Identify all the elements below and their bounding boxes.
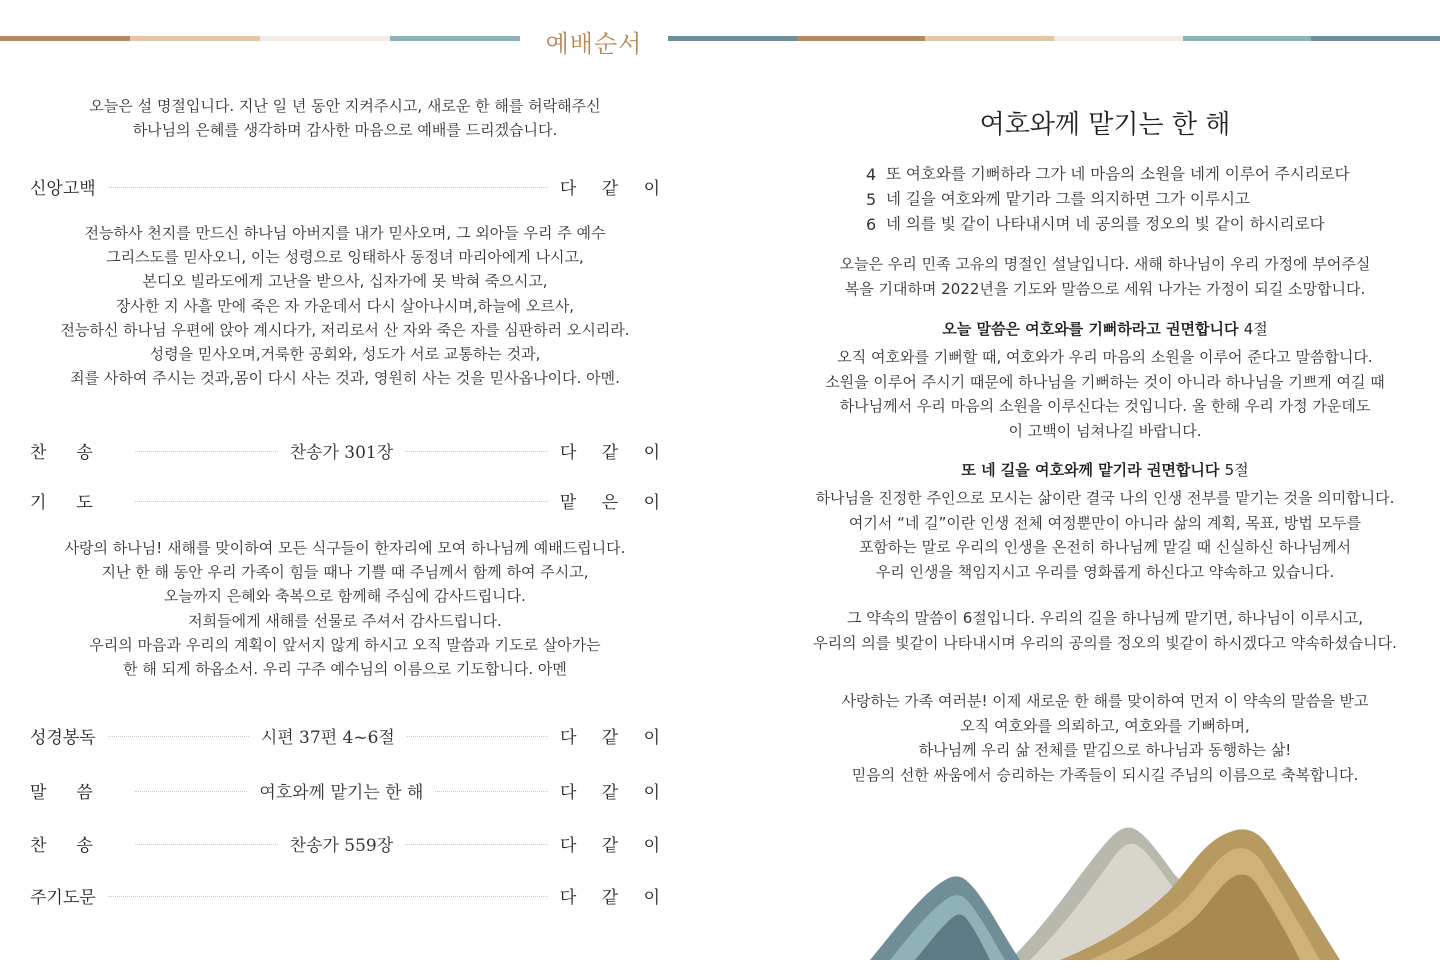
bar-segment — [390, 36, 520, 41]
order-row-prayer — [30, 487, 670, 513]
bar-segment — [1183, 36, 1312, 41]
row-detail: 시편 37편 4~6절 — [260, 727, 395, 748]
order-row-scripture — [30, 722, 671, 748]
order-row-hymn-2 — [30, 830, 671, 856]
verse-text: 네 길을 여호와께 맡기라 그를 의지하면 그가 이루시고 — [886, 190, 1250, 208]
row-label: 말씀 — [30, 782, 123, 803]
row-detail: 여호와께 맡기는 한 해 — [259, 782, 424, 803]
top-bar-left — [0, 36, 520, 41]
text-line: 그리스도를 믿사오니, 이는 성령으로 잉태하사 동정녀 마리아에게 나시고, — [106, 248, 584, 267]
row-leader: 다 같 이 — [559, 835, 671, 856]
heading-text: 오늘 말씀은 여호와를 기뻐하라고 권면합니다 — [942, 320, 1239, 338]
creed-text — [30, 221, 660, 390]
verse-text: 또 여호와를 기뻐하라 그가 네 마음의 소원을 네게 이루어 주시리로다 — [886, 165, 1350, 183]
bar-segment — [797, 36, 926, 41]
text-line: 장사한 지 사흘 만에 죽은 자 가운데서 다시 살아나시며,하늘에 오르사, — [115, 296, 575, 315]
text-line: 본디오 빌라도에게 고난을 받으사, 십자가에 못 박혀 죽으시고, — [142, 272, 548, 291]
bar-segment — [0, 36, 130, 41]
text-line: 여기서 “네 길”이란 인생 전체 여정뿐만이 아니라 삶의 계획, 목표, 방법 모두를 — [848, 513, 1362, 532]
sermon-body-1 — [790, 345, 1420, 443]
text-line: 이 고백이 넘쳐나길 바랍니다. — [1008, 421, 1202, 440]
text-line: 전능하신 하나님 우편에 앉아 계시다가, 저리로서 산 자와 죽은 자를 심판하러 오시리라. — [60, 320, 630, 339]
text-line: 전능하사 천지를 만드신 하나님 아버지를 내가 믿사오며, 그 외아들 우리 주 예수 — [84, 224, 606, 242]
verse-text: 네 의를 빛 같이 나타내시며 네 공의를 정오의 빛 같이 하시리로다 — [886, 215, 1325, 233]
row-label: 신앙고백 — [30, 178, 96, 199]
text-line: 하나님께 우리 삶 전체를 맡김으로 하나님과 동행하는 삶! — [918, 741, 1292, 759]
dotted-leader — [435, 791, 548, 792]
bar-segment — [1054, 36, 1183, 41]
order-row-hymn-1 — [30, 437, 671, 463]
verse-line — [866, 212, 1386, 237]
text-line: 소원을 이루어 주시기 때문에 하나님을 기뻐하는 것이 아니라 하나님을 기쁘게 여길 때 — [825, 372, 1385, 391]
bar-segment — [668, 36, 797, 41]
sermon-heading-2 — [790, 459, 1420, 480]
bar-segment — [260, 36, 390, 41]
sermon-title: 여호와께 맡기는 한 해 — [979, 110, 1231, 140]
dotted-leader — [405, 451, 548, 452]
verse-number: 5 — [866, 190, 877, 209]
page-title: 예배순서 — [545, 30, 643, 58]
text-line: 오직 여호와를 의뢰하고, 여호와를 기뻐하며, — [960, 716, 1250, 735]
sermon-body-2 — [790, 486, 1420, 584]
text-line: 포함하는 말로 우리의 인생을 온전히 하나님께 맡길 때 신실하신 하나님께서 — [858, 538, 1352, 556]
bar-segment — [925, 36, 1054, 41]
mountain-illustration — [860, 820, 1360, 970]
bar-segment — [130, 36, 260, 41]
top-bar-right — [668, 36, 1440, 41]
dotted-leader — [108, 896, 548, 897]
text-line: 사랑하는 가족 여러분! 이제 새로운 한 해를 맞이하여 먼저 이 약속의 말씀을 받고 — [841, 692, 1369, 710]
sermon-body-3 — [790, 606, 1420, 655]
dotted-leader — [108, 736, 249, 737]
left-intro — [30, 94, 660, 142]
row-label: 성경봉독 — [30, 727, 96, 748]
text-line: 복을 기대하며 2022년을 기도와 말씀으로 세워 나가는 가정이 되길 소망합니다. — [844, 279, 1366, 298]
prayer-text — [30, 536, 660, 681]
text-line: 오늘까지 은혜와 축복으로 함께해 주심에 감사드립니다. — [164, 587, 526, 606]
row-detail: 찬송가 559장 — [289, 835, 394, 856]
row-label: 기도 — [30, 492, 123, 513]
text-line: 하나님을 진정한 주인으로 모시는 삶이란 결국 나의 인생 전부를 맡기는 것을 의미합니다. — [815, 489, 1395, 507]
verse-line — [866, 187, 1386, 212]
text-line: 한 해 되게 하옵소서. 우리 구주 예수님의 이름으로 기도합니다. 아멘 — [123, 660, 567, 679]
text-line: 성령을 믿사오며,거룩한 공회와, 성도가 서로 교통하는 것과, — [149, 345, 541, 364]
text-line: 오늘은 우리 민족 고유의 명절인 설날입니다. 새해 하나님이 우리 가정에 부어주실 — [839, 255, 1371, 273]
row-leader: 다 같 이 — [559, 727, 671, 748]
row-leader: 다 같 이 — [559, 887, 670, 908]
dotted-leader — [407, 736, 548, 737]
row-leader: 다 같 이 — [559, 442, 671, 463]
bar-segment — [1311, 36, 1440, 41]
order-row-lords-prayer — [30, 882, 670, 908]
text-line: 저희들에게 새해를 선물로 주셔서 감사드립니다. — [188, 611, 502, 630]
verse-line — [866, 162, 1386, 187]
order-row-creed — [30, 173, 670, 199]
text-line: 우리의 의를 빛같이 나타내시며 우리의 공의를 정오의 빛같이 하시겠다고 약속하셨습니다. — [813, 633, 1397, 652]
dotted-leader — [135, 844, 278, 845]
text-line: 믿음의 선한 싸움에서 승리하는 가족들이 되시길 주님의 이름으로 축복합니다. — [851, 765, 1359, 784]
sermon-heading-1 — [790, 318, 1420, 339]
dotted-leader — [108, 187, 548, 188]
text-line: 지난 한 해 동안 우리 가족이 힘들 때나 기쁠 때 주님께서 함께 하여 주시고, — [101, 563, 589, 582]
row-leader: 다 같 이 — [559, 178, 670, 199]
text-line: 사랑의 하나님! 새해를 맞이하여 모든 식구들이 한자리에 모여 하나님께 예배드립니다. — [64, 539, 626, 557]
dotted-leader — [135, 501, 548, 502]
row-leader: 맡 은 이 — [559, 492, 670, 513]
verse-number: 6 — [866, 215, 877, 234]
heading-text: 또 네 길을 여호와께 맡기라 권면합니다 — [961, 461, 1220, 479]
text-line: 오늘은 설 명절입니다. 지난 일 년 동안 지켜주시고, 새로운 한 해를 허락해주신 — [89, 97, 601, 115]
verse-number: 4 — [866, 165, 877, 184]
text-line: 죄를 사하여 주시는 것과,몸이 다시 사는 것과, 영원히 사는 것을 믿사옵나이다. 아멘. — [70, 369, 620, 388]
text-line: 그 약속의 말씀이 6절입니다. 우리의 길을 하나님께 맡기면, 하나님이 이루시고, — [847, 609, 1363, 627]
order-row-sermon — [30, 777, 671, 803]
sermon-intro — [790, 252, 1420, 301]
dotted-leader — [405, 844, 548, 845]
sermon-body-4 — [790, 689, 1420, 787]
row-label: 찬송 — [30, 442, 123, 463]
text-line: 우리의 마음과 우리의 계획이 앞서지 않게 하시고 오직 말씀과 기도로 살아가는 — [89, 635, 601, 654]
text-line: 오직 여호와를 기뻐할 때, 여호와가 우리 마음의 소원을 이루어 준다고 말씀합니다. — [837, 348, 1373, 366]
row-label: 찬송 — [30, 835, 123, 856]
scripture-verses — [866, 162, 1386, 237]
dotted-leader — [135, 451, 278, 452]
row-detail: 찬송가 301장 — [289, 442, 394, 463]
text-line: 하나님께서 우리 마음의 소원을 이루신다는 것입니다. 올 한해 우리 가정 가운데도 — [839, 397, 1371, 415]
row-label: 주기도문 — [30, 887, 96, 908]
heading-ref: 4절 — [1243, 320, 1268, 338]
heading-ref: 5절 — [1224, 461, 1249, 479]
row-leader: 다 같 이 — [559, 782, 671, 803]
text-line: 우리 인생을 책임지시고 우리를 영화롭게 하신다고 약속하고 있습니다. — [875, 562, 1335, 581]
dotted-leader — [135, 791, 248, 792]
text-line: 하나님의 은혜를 생각하며 감사한 마음으로 예배를 드리겠습니다. — [132, 121, 558, 140]
